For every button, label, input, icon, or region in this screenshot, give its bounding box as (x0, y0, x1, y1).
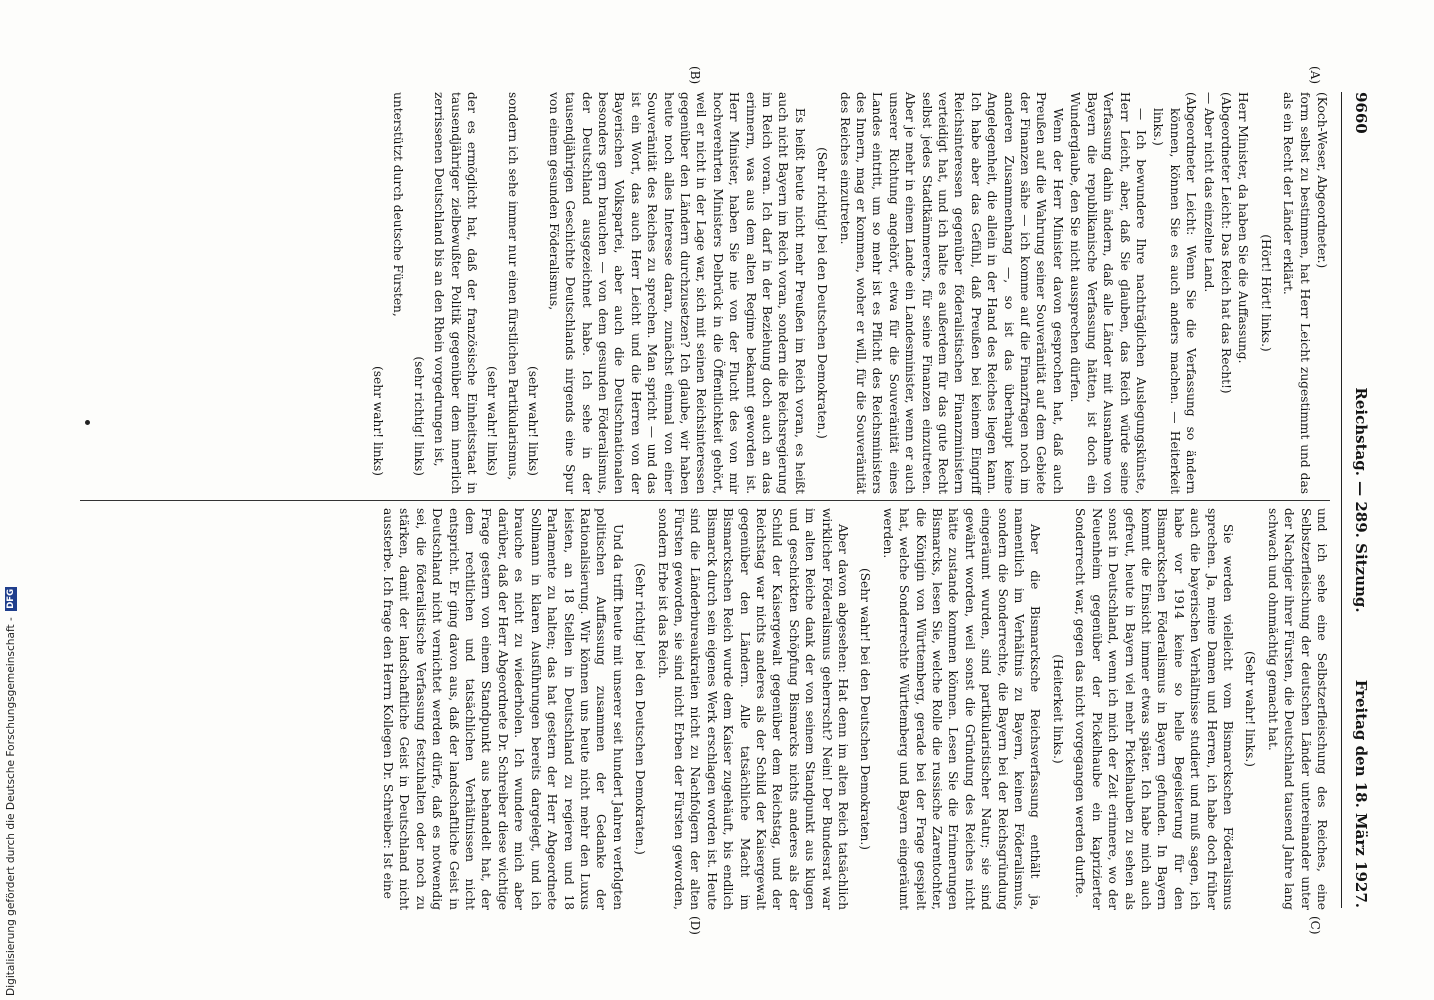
paragraph: (sehr wahr! links) (371, 366, 386, 476)
paragraph: (Sehr richtig! bei den Deutschen Demokraten.) (815, 147, 830, 439)
left-text-column (366, 92, 1330, 494)
header-date: Freitag den 18. März 1927. (1352, 679, 1370, 908)
digitization-credit (2, 588, 20, 996)
credit-text: Digitalisierung gefördert durch die Deutsche Forschungsgemeinschaft - (5, 617, 17, 996)
paragraph: der es ermöglicht hat, daß der französische Einheitsstaat in tausendjähriger zielbewußter Politik gegenüber dem innerlich zerrissenen Deutschland bis an den Rhein vorgedrungen ist, (432, 92, 480, 494)
paragraph: (Abgeordneter Leicht: Wenn Sie die Verfassung so ändern können, können Sie es auch anders machen. — Heiterkeit links.) (1151, 92, 1199, 494)
paragraph: Und da trifft heute mit unserer seit hundert Jahren verfolgten politischen Auffassung zusammen der Gedanke der Rationalisierung. Wir können uns heute nicht mehr den Luxus leisten, an 18 Stellen in Deutschland zu regieren und 18 Parlamente zu halten; das hat gestern der Herr Abgeordnete Sollmann in klaren Ausführungen bereits dargelegt, und ich brauche es nicht zu wiederholen. Ich wundere mich aber darüber, daß der Herr Abgeordnete Dr. Schreiber diese wichtige Frage gestern von einem Standpunkt aus behandelt hat, der dem rechtlichen und tatsächlichen Verhältnissen nicht entspricht. Er ging davon aus, daß der landschaftliche Geist in Deutschland nicht vernichtet werden dürfe, daß es notwendig sei, die föderalistische Verfassung festzuhalten oder noch zu stärken, damit der landschaftliche Geist in Deutschland nicht aussterbe. Ich frage den Herrn Kollegen Dr. Schreiber: Ist eine (381, 508, 625, 910)
paragraph: (sehr wahr! links) (526, 366, 541, 476)
paragraph: (Hört! Hört! links.) (1258, 234, 1273, 352)
right-text-column (379, 508, 1330, 910)
paragraph: — Aber nicht das einzelne Land. (1201, 92, 1216, 293)
paragraph: Herr Minister, da haben Sie die Auffassung. (1236, 92, 1251, 364)
paragraph: (Abgeordneter Leicht: Das Reich hat das Recht!) (1218, 92, 1233, 394)
column-divider (80, 500, 1330, 501)
scan-speck (85, 420, 90, 425)
paragraph: (Koch-Weser, Abgeordneter.) (1315, 92, 1329, 269)
paragraph: (Sehr wahr! bei den Deutschen Demokraten.) (858, 567, 873, 851)
page-header (1341, 92, 1376, 908)
paragraph: sondern ich sehe immer nur einen fürstlichen Partikularismus, (505, 92, 520, 481)
paragraph: (Heiterkeit links.) (1050, 654, 1065, 764)
page-number: 9660 (1352, 92, 1370, 134)
margin-marker-d: (D) (688, 916, 702, 935)
paragraph: (Sehr richtig! bei den Deutschen Demokraten.) (633, 563, 648, 855)
paragraph: (sehr wahr! links) (485, 366, 500, 476)
paragraph: — Ich bewundere Ihre nachträglichen Auslegungskünste, Herr Leicht, aber, daß Sie glauben, das Reich würde seine Verfassung dahin ändern, daß alle Länder mit Ausnahme von Bayern die republikanische Verfassung hätten, ist doch ein Wunderglaube, den Sie nicht aussprechen dürfen. (1068, 92, 1148, 494)
margin-marker-b: (B) (688, 66, 702, 85)
margin-marker-a: (A) (1308, 66, 1322, 85)
paragraph: Es heißt heute nicht mehr Preußen im Reich voran, es heißt auch nicht Bayern im Reich voran, sondern die Reichsregierung im Reich voran. Ich darf in der Beziehung doch auch an das erinnern, was aus dem alten Regime bekannt geworden ist. Herr Minister, haben Sie nie von der Flucht des von mir hochverehrten Ministers Delbrück in die Öffentlichkeit gehört, weil er nicht in der Lage war, sich mit seinen Reichsinteressen gegenüber den Ländern durchzusetzen? Ich glaube, wir haben heute noch alles Interesse daran, zunächst einmal von einer Souveränität des Reiches zu sprechen. Man spricht — und das ist ein Wort, das auch Herr Leicht und die Herren von der Bayerischen Volkspartei, aber auch die Deutschnationalen besonders gern brauchen — von dem gesunden Föderalismus, der Deutschland ausgezeichnet habe. Ich sehe in der tausendjährigen Geschichte Deutschlands nirgends eine Spur von einem gesunden Föderalismus, (546, 92, 807, 494)
paragraph: unterstützt durch deutsche Fürsten, (391, 92, 406, 317)
paragraph: Aber die Bismarcksche Reichsverfassung enthält ja, namentlich im Verhältnis zu Bayern, keinen Föderalismus, sondern die Sonderrechte, die Bayern bei der Reichsgründung eingeräumt wurden, sind partikularistischer Natur; sie sind gewährt worden, weil sonst die Gründung des Reiches nicht hätte zustande kommen können. Lesen Sie die Erinnerungen Bismarcks, lesen Sie, welche Rolle die russische Zarentochter, die Königin von Württemberg, gerade bei der Frage gespielt hat, welche Sonderrechte Württemberg und Bayern eingeräumt werden. (880, 508, 1043, 910)
paragraph: Aber davon abgesehen: Hat denn im alten Reich tatsächlich wirklicher Föderalismus geherrscht? Nein! Der Bundesrat war im alten Reiche dank der von seinem Standpunkt aus klugen und geschickten Schöpfung Bismarcks nichts anderes als der Schild der Kaisergewalt gegenüber dem Reichstag, und der Reichstag war nichts anderes als der Schild der Kaisergewalt gegenüber den Ländern. Alle tatsächliche Macht im Bismarckschen Reich wurde dem Kaiser zugehäuft, bis endlich Bismarck durch sein eigenes Werk erschlagen worden ist. Heute sind die Länderbureaukratien nicht zu Nachfolgern der alten Fürsten geworden, sie sind nicht Erben der Fürsten geworden, sondern Erbe ist das Reich. (655, 508, 851, 910)
paragraph: (sehr richtig! links) (411, 356, 426, 476)
margin-marker-c: (C) (1308, 916, 1322, 935)
paragraph: (Sehr wahr! links.) (1243, 651, 1258, 767)
paragraph: Sie werden vielleicht vom Bismarckschen Föderalismus sprechen. Ja, meine Damen und Herren, ich habe doch früher auch die bayerischen Verhältnisse studiert und muß sagen, ich habe vor 1914 keine so helle Begeisterung für den Bismarckschen Föderalismus in Bayern gefunden. In Bayern kommt die Einsicht immer etwas später. Ich habe mich auch gefreut, heute in Bayern viel mehr Pickelhauben zu sehen als sonst in Deutschland, wenn ich mich der Zeit erinnere, wo der Neuenheim gegenüber der Pickelhaube ein kaprizierter Sonderrecht war, gegen das nicht vorgegangen werden durfte. (1073, 508, 1235, 910)
paragraph: form selbst zu bestimmen, hat Herr Leicht zugestimmt und das als ein Recht der Länder erklärt. (1281, 92, 1312, 494)
paragraph: Wenn der Herr Minister davon gesprochen hat, daß auch Preußen auf die Wahrung seiner Souveränität auf dem Gebiete der Finanzen sähe — ich komme auf die Finanzfragen noch im anderen Zusammenhang —, so ist das überhaupt keine Angelegenheit, die allein in der Hand des Reiches liegen kann. Ich habe aber das Gefühl, daß Preußen bei keinem Eingriff Reichsinteressen gegenüber föderalistischen Finanzministern verteidigt hat, und ich halte es außerdem für das gute Recht selbst jedes Stadtkämmerers, für seine Finanzen einzutreten. Aber je mehr in einem Lande ein Landesminister, wenn er auch unserer Richtung angehört, etwa für die Souveränität eines Landes eintritt, um so mehr ist es Pflicht des Reichsministers des Innern, mag er kommen, woher er will, für die Souveränität des Reiches einzutreten. (837, 92, 1065, 494)
header-title: Reichstag. — 289. Sitzung. (1352, 387, 1370, 613)
dfg-logo: DFG (6, 588, 16, 609)
paragraph: und ich sehe eine Selbstzerfleischung des Reiches, eine Selbstzerfleischung der deutschen Länder untereinander unter der Nachgier ihrer Fürsten, die Deutschland tausend Jahre lang schwach und ohnmächtig gemacht hat. (1265, 508, 1329, 910)
